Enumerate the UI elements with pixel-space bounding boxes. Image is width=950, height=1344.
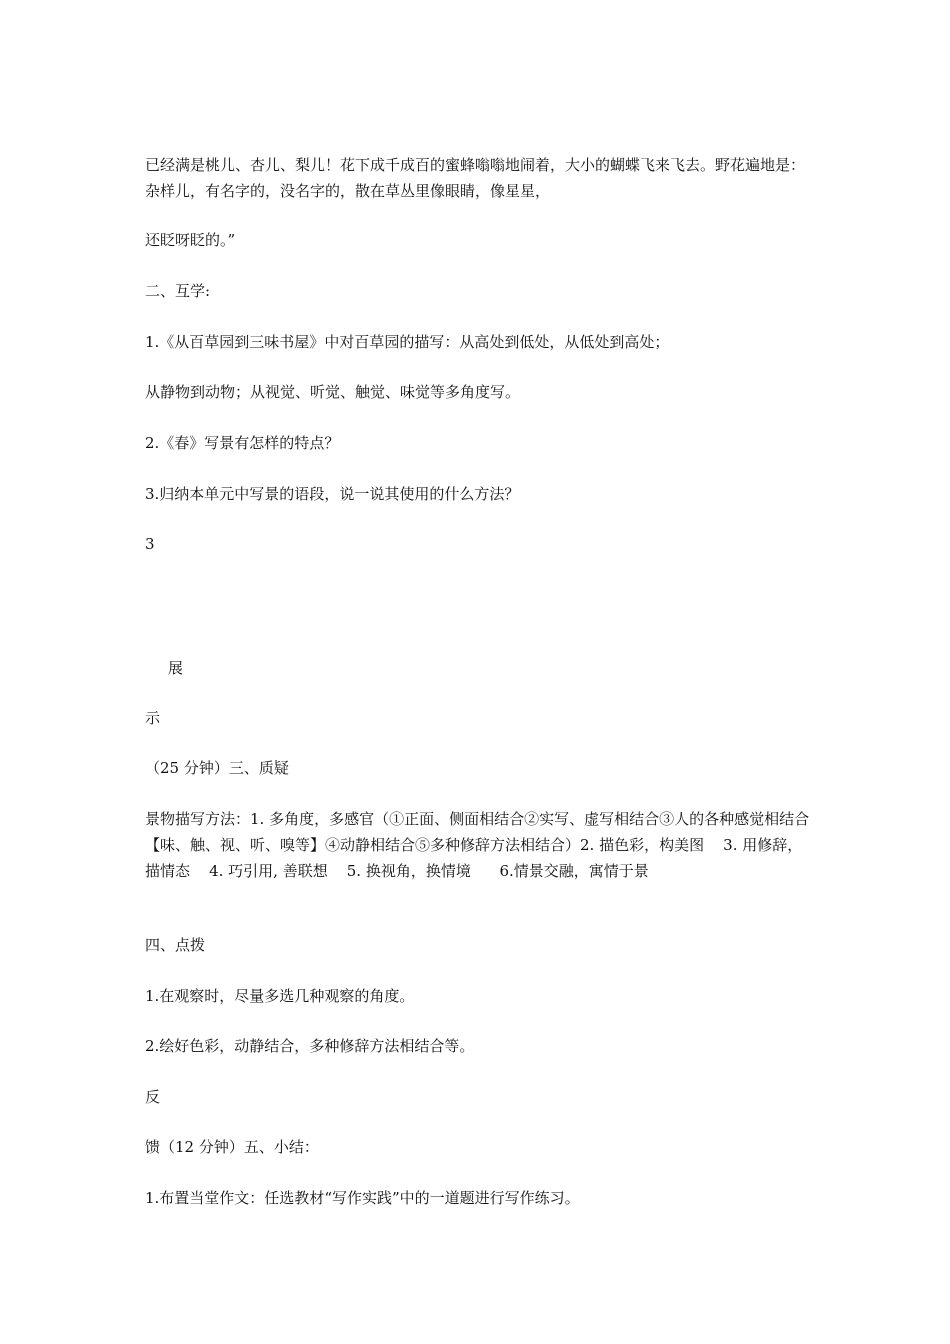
paragraph-peach-flowers: 已经满是桃儿、杏儿、梨儿！花下成千成百的蜜蜂嗡嗡地闹着，大小的蝴蝶飞来飞去。野花遍地是：杂样儿，有名字的，没名字的，散在草丛里像眼睛，像星星， — [145, 156, 806, 200]
label-zhan: 展 — [168, 659, 184, 677]
heading-question: （25 分钟）三、质疑 — [145, 759, 289, 777]
paragraph-item-1: 1.《从百草园到三味书屋》中对百草园的描写：从高处到低处，从低处到高处； — [145, 333, 670, 351]
paragraph-item-3: 3.归纳本单元中写景的语段，说一说其使用的什么方法？ — [145, 485, 520, 503]
paragraph-guidance-2: 2.绘好色彩，动静结合，多种修辞方法相结合等。 — [145, 1037, 475, 1055]
page-number: 3 — [145, 535, 155, 553]
heading-summary: 馈（12 分钟）五、小结： — [145, 1138, 319, 1156]
label-fan: 反 — [145, 1088, 161, 1106]
paragraph-item-2: 2.《春》写景有怎样的特点？ — [145, 434, 340, 452]
paragraph-guidance-1: 1.在观察时，尽量多选几种观察的角度。 — [145, 987, 415, 1005]
label-shi: 示 — [145, 709, 161, 727]
paragraph-assignment: 1.布置当堂作文：任选教材“写作实践”中的一道题进行写作练习。 — [145, 1189, 580, 1207]
paragraph-item-1-continued: 从静物到动物；从视觉、听觉、触觉、味觉等多角度写。 — [145, 383, 521, 401]
heading-guidance: 四、点拨 — [145, 936, 206, 954]
heading-mutual-learning: 二、互学: — [145, 282, 211, 300]
paragraph-description-methods: 景物描写方法：1. 多角度，多感官（①正面、侧面相结合②实写、虚写相结合③人的各种感觉相结合【味、触、视、听、嗅等】④动静相结合⑤多种修辞方法相结合）2. 描色彩，构美图 3. 用修辞，描情态 4. 巧引用, 善联想 5. 换视角，换情境 6.情景交融，寓情于景 — [145, 810, 810, 880]
paragraph-blinking: 还眨呀眨的。” — [145, 231, 236, 249]
